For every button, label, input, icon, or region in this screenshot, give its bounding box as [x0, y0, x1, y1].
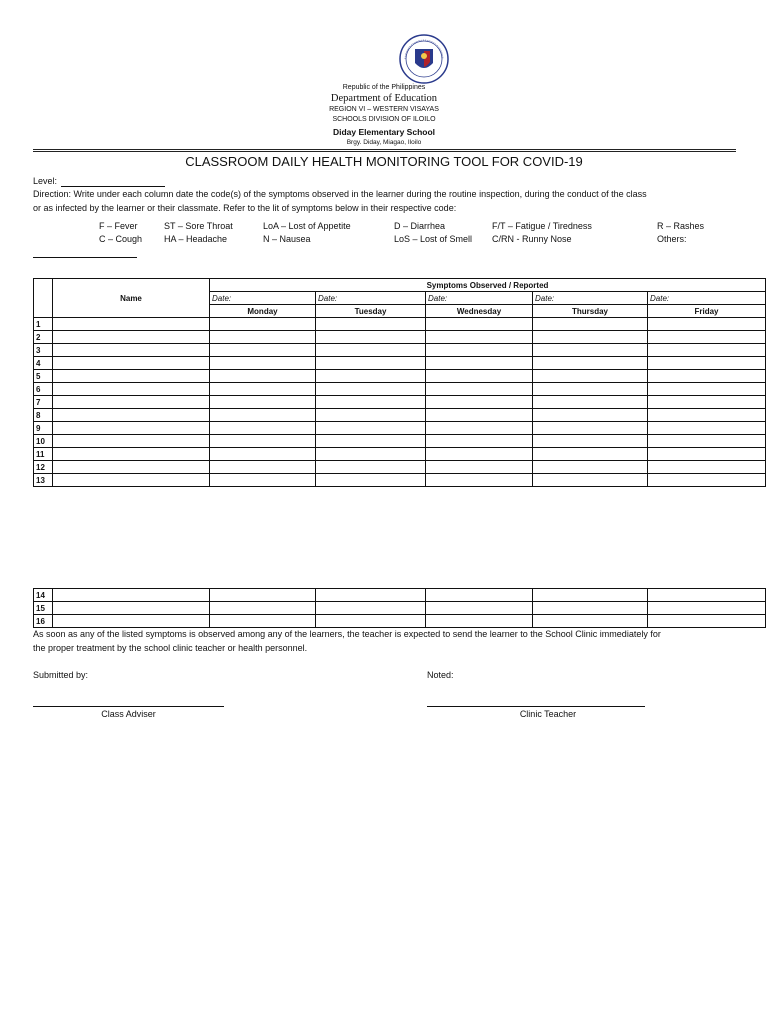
table-row — [34, 615, 766, 628]
others-field[interactable] — [33, 257, 137, 258]
friday-cell[interactable] — [648, 370, 766, 383]
thursday-cell[interactable] — [533, 589, 648, 602]
row-number: 12 — [34, 461, 53, 474]
date-cell-tuesday[interactable]: Date: — [316, 292, 426, 305]
monday-cell[interactable] — [210, 383, 316, 396]
table-row — [34, 370, 766, 383]
date-cell-wednesday[interactable]: Date: — [426, 292, 533, 305]
thursday-cell[interactable] — [533, 331, 648, 344]
code-lost-appetite: LoA – Lost of Appetite — [263, 221, 351, 231]
friday-cell[interactable] — [648, 331, 766, 344]
thursday-cell[interactable] — [533, 474, 648, 487]
table-row — [34, 589, 766, 602]
tuesday-cell[interactable] — [316, 435, 426, 448]
header-rule-2 — [33, 151, 736, 152]
monday-cell[interactable] — [210, 474, 316, 487]
friday-cell[interactable] — [648, 422, 766, 435]
learner-name-cell[interactable] — [53, 461, 210, 474]
wednesday-cell[interactable] — [426, 370, 533, 383]
row-number: 10 — [34, 435, 53, 448]
monday-cell[interactable] — [210, 396, 316, 409]
monday-cell[interactable] — [210, 589, 316, 602]
learner-name-cell[interactable] — [53, 602, 210, 615]
date-cell-monday[interactable]: Date: — [210, 292, 316, 305]
day-header-friday: Friday — [648, 305, 766, 318]
row-number: 11 — [34, 448, 53, 461]
table-row — [34, 344, 766, 357]
wednesday-cell[interactable] — [426, 383, 533, 396]
monday-cell[interactable] — [210, 435, 316, 448]
learner-name-cell[interactable] — [53, 435, 210, 448]
table-row — [34, 448, 766, 461]
tuesday-cell[interactable] — [316, 396, 426, 409]
wednesday-cell[interactable] — [426, 435, 533, 448]
monday-cell[interactable] — [210, 602, 316, 615]
row-number: 7 — [34, 396, 53, 409]
tuesday-cell[interactable] — [316, 461, 426, 474]
thursday-cell[interactable] — [533, 357, 648, 370]
row-number: 3 — [34, 344, 53, 357]
republic-text: Republic of the Philippines — [342, 84, 426, 91]
tuesday-cell[interactable] — [316, 448, 426, 461]
learner-name-cell[interactable] — [53, 318, 210, 331]
learner-name-cell[interactable] — [53, 422, 210, 435]
code-fatigue: F/T – Fatigue / Tiredness — [492, 221, 592, 231]
row-number: 6 — [34, 383, 53, 396]
thursday-cell[interactable] — [533, 448, 648, 461]
monday-cell[interactable] — [210, 370, 316, 383]
tuesday-cell[interactable] — [316, 615, 426, 628]
learner-name-cell[interactable] — [53, 474, 210, 487]
table-row — [34, 435, 766, 448]
table-row — [34, 331, 766, 344]
tuesday-cell[interactable] — [316, 344, 426, 357]
monday-cell[interactable] — [210, 448, 316, 461]
tuesday-cell[interactable] — [316, 318, 426, 331]
row-number: 5 — [34, 370, 53, 383]
noted-label: Noted: — [427, 670, 454, 680]
table-row — [34, 357, 766, 370]
code-sore-throat: ST – Sore Throat — [164, 221, 233, 231]
school-name: Diday Elementary School — [332, 127, 436, 137]
code-runny-nose: C/RN - Runny Nose — [492, 234, 572, 244]
thursday-cell[interactable] — [533, 396, 648, 409]
wednesday-cell[interactable] — [426, 448, 533, 461]
friday-cell[interactable] — [648, 589, 766, 602]
name-header: Name — [53, 279, 210, 318]
code-cough: C – Cough — [99, 234, 143, 244]
friday-cell[interactable] — [648, 615, 766, 628]
health-monitoring-table — [33, 278, 766, 487]
row-number: 1 — [34, 318, 53, 331]
monday-cell[interactable] — [210, 615, 316, 628]
thursday-cell[interactable] — [533, 370, 648, 383]
table-row — [34, 602, 766, 615]
learner-name-cell[interactable] — [53, 448, 210, 461]
learner-name-cell[interactable] — [53, 615, 210, 628]
submitted-by-label: Submitted by: — [33, 670, 89, 680]
wednesday-cell[interactable] — [426, 396, 533, 409]
row-number: 8 — [34, 409, 53, 422]
department-text: Department of Education — [330, 93, 438, 104]
code-nausea: N – Nausea — [263, 234, 311, 244]
friday-cell[interactable] — [648, 318, 766, 331]
region-text: REGION VI – WESTERN VISAYAS — [329, 106, 439, 113]
day-header-wednesday: Wednesday — [426, 305, 533, 318]
wednesday-cell[interactable] — [426, 318, 533, 331]
wednesday-cell[interactable] — [426, 602, 533, 615]
row-number: 15 — [34, 602, 53, 615]
thursday-cell[interactable] — [533, 461, 648, 474]
wednesday-cell[interactable] — [426, 357, 533, 370]
wednesday-cell[interactable] — [426, 474, 533, 487]
date-cell-thursday[interactable]: Date: — [533, 292, 648, 305]
date-cell-friday[interactable]: Date: — [648, 292, 766, 305]
thursday-cell[interactable] — [533, 602, 648, 615]
wednesday-cell[interactable] — [426, 422, 533, 435]
monday-cell[interactable] — [210, 331, 316, 344]
learner-name-cell[interactable] — [53, 589, 210, 602]
learner-name-cell[interactable] — [53, 409, 210, 422]
tuesday-cell[interactable] — [316, 370, 426, 383]
code-others: Others: — [657, 234, 687, 244]
health-monitoring-table-continued — [33, 588, 766, 628]
table-row — [34, 409, 766, 422]
adviser-signature-line[interactable] — [33, 706, 224, 707]
class-adviser-label: Class Adviser — [101, 709, 156, 719]
table-row — [34, 461, 766, 474]
thursday-cell[interactable] — [533, 344, 648, 357]
division-text: SCHOOLS DIVISION OF ILOILO — [332, 116, 436, 123]
number-header — [34, 279, 53, 318]
monday-cell[interactable] — [210, 422, 316, 435]
wednesday-cell[interactable] — [426, 331, 533, 344]
tuesday-cell[interactable] — [316, 383, 426, 396]
row-number: 9 — [34, 422, 53, 435]
table-row — [34, 396, 766, 409]
thursday-cell[interactable] — [533, 383, 648, 396]
thursday-cell[interactable] — [533, 435, 648, 448]
row-number: 2 — [34, 331, 53, 344]
learner-name-cell[interactable] — [53, 331, 210, 344]
wednesday-cell[interactable] — [426, 589, 533, 602]
friday-cell[interactable] — [648, 461, 766, 474]
friday-cell[interactable] — [648, 383, 766, 396]
wednesday-cell[interactable] — [426, 344, 533, 357]
deped-seal-icon — [391, 33, 457, 85]
table-row — [34, 474, 766, 487]
tuesday-cell[interactable] — [316, 331, 426, 344]
monday-cell[interactable] — [210, 357, 316, 370]
thursday-cell[interactable] — [533, 422, 648, 435]
learner-name-cell[interactable] — [53, 370, 210, 383]
page-title: CLASSROOM DAILY HEALTH MONITORING TOOL FOR COVID-19 — [185, 154, 583, 169]
level-label: Level: — [33, 176, 58, 186]
wednesday-cell[interactable] — [426, 461, 533, 474]
tuesday-cell[interactable] — [316, 602, 426, 615]
day-header-monday: Monday — [210, 305, 316, 318]
table-row — [34, 383, 766, 396]
friday-cell[interactable] — [648, 448, 766, 461]
clinic-teacher-label: Clinic Teacher — [519, 709, 577, 719]
friday-cell[interactable] — [648, 602, 766, 615]
monday-cell[interactable] — [210, 461, 316, 474]
tuesday-cell[interactable] — [316, 589, 426, 602]
wednesday-cell[interactable] — [426, 615, 533, 628]
learner-name-cell[interactable] — [53, 344, 210, 357]
table-row — [34, 422, 766, 435]
monday-cell[interactable] — [210, 344, 316, 357]
monday-cell[interactable] — [210, 409, 316, 422]
thursday-cell[interactable] — [533, 615, 648, 628]
school-address: Brgy. Diday, Miagao, Iloilo — [346, 139, 422, 146]
row-number: 13 — [34, 474, 53, 487]
row-number: 4 — [34, 357, 53, 370]
table-body-bottom — [34, 589, 766, 628]
monday-cell[interactable] — [210, 318, 316, 331]
clinic-teacher-signature-line[interactable] — [427, 706, 645, 707]
friday-cell[interactable] — [648, 409, 766, 422]
footer-note-line-2: the proper treatment by the school clinic teacher or health personnel. — [33, 643, 308, 653]
thursday-cell[interactable] — [533, 409, 648, 422]
footer-note-line-1: As soon as any of the listed symptoms is observed among any of the learners, the teacher is expected to send the learner to the School Clinic immediately for — [33, 629, 661, 639]
row-number: 14 — [34, 589, 53, 602]
friday-cell[interactable] — [648, 357, 766, 370]
header-rule — [33, 149, 736, 150]
wednesday-cell[interactable] — [426, 409, 533, 422]
code-rashes: R – Rashes — [657, 221, 705, 231]
learner-name-cell[interactable] — [53, 383, 210, 396]
table-row — [34, 318, 766, 331]
direction-line-1: Direction: Write under each column date the code(s) of the symptoms observed in the learner during the routine inspection, during the conduct of the class — [33, 189, 647, 199]
direction-line-2: or as infected by the learner or their classmate. Refer to the lit of symptoms below in their respective code: — [33, 203, 457, 213]
tuesday-cell[interactable] — [316, 357, 426, 370]
code-lost-smell: LoS – Lost of Smell — [394, 234, 473, 244]
level-field[interactable] — [61, 186, 165, 187]
row-number: 16 — [34, 615, 53, 628]
day-header-tuesday: Tuesday — [316, 305, 426, 318]
symptoms-group-header: Symptoms Observed / Reported — [210, 279, 766, 292]
friday-cell[interactable] — [648, 344, 766, 357]
learner-name-cell[interactable] — [53, 396, 210, 409]
friday-cell[interactable] — [648, 435, 766, 448]
day-header-thursday: Thursday — [533, 305, 648, 318]
code-headache: HA – Headache — [164, 234, 228, 244]
tuesday-cell[interactable] — [316, 474, 426, 487]
friday-cell[interactable] — [648, 474, 766, 487]
tuesday-cell[interactable] — [316, 422, 426, 435]
code-fever: F – Fever — [99, 221, 138, 231]
tuesday-cell[interactable] — [316, 409, 426, 422]
thursday-cell[interactable] — [533, 318, 648, 331]
learner-name-cell[interactable] — [53, 357, 210, 370]
friday-cell[interactable] — [648, 396, 766, 409]
code-diarrhea: D – Diarrhea — [394, 221, 446, 231]
table-body-top — [34, 318, 766, 487]
